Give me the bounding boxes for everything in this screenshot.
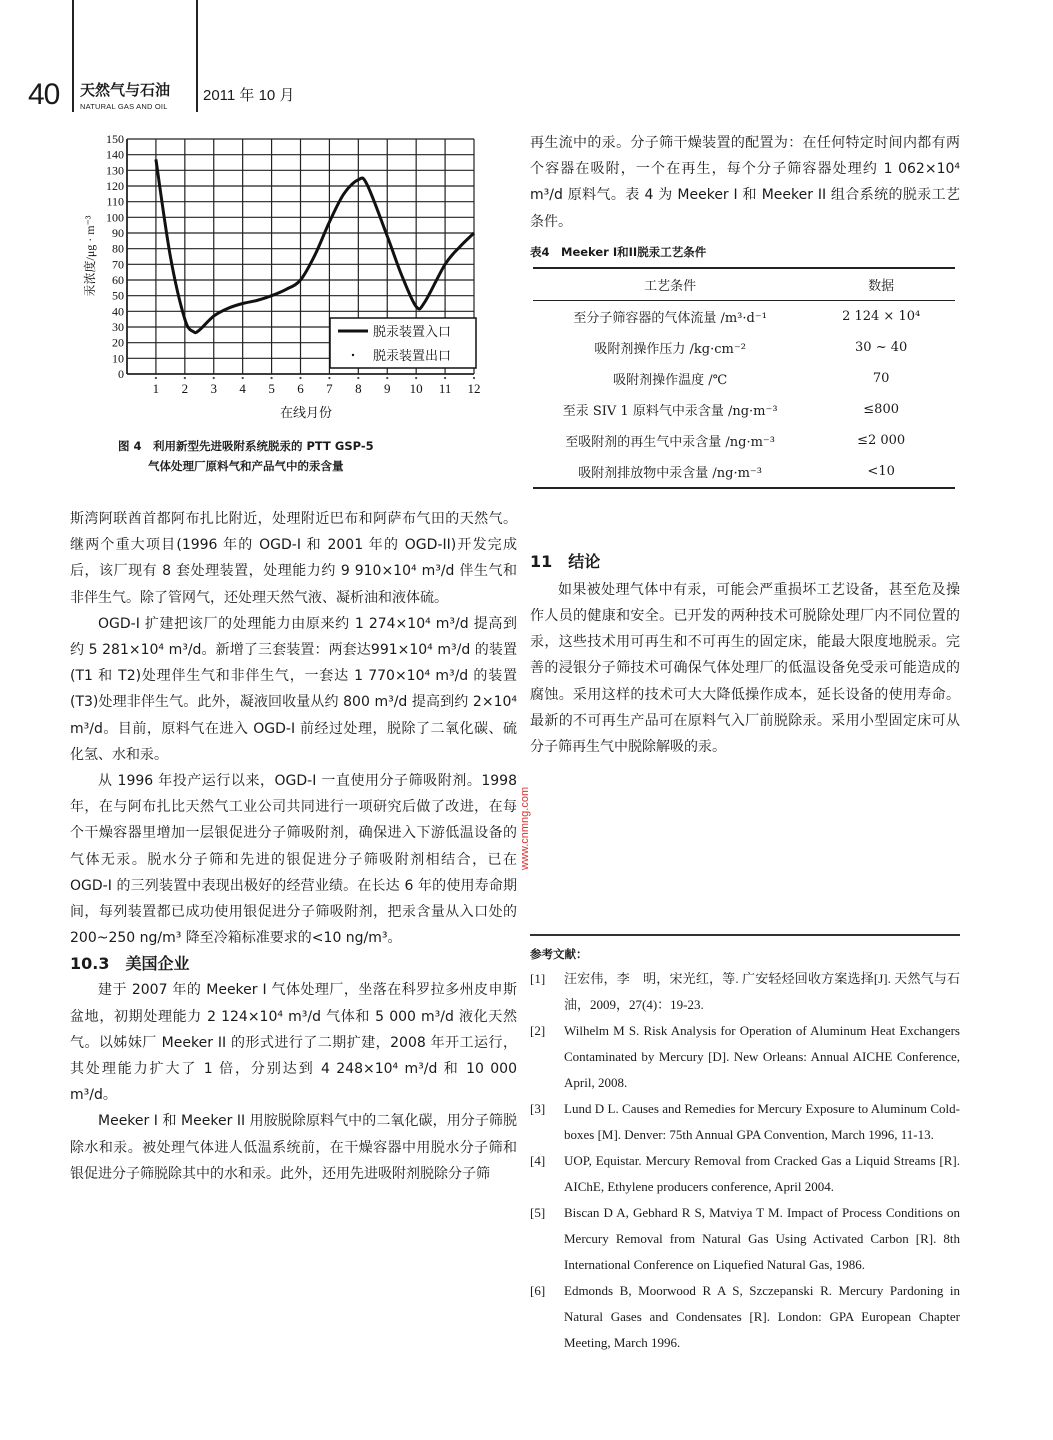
table-row xyxy=(533,394,955,425)
paragraph-conclusion: 如果被处理气体中有汞，可能会严重损坏工艺设备，甚至危及操作人员的健康和安全。已开发的两种技术可脱除处理厂内不同位置的汞，这些技术用可再生和不可再生的固定床，能最大限度地脱汞。完善的浸银分子筛技术可确保气体处理厂的低温设备免受汞可能造成的腐蚀。采用这样的技术可大大降低操作成本，延长设备的使用寿命。最新的不可再生产品可在原料气入厂前脱除汞。采用小型固定床可从分子筛再生气中脱除解吸的汞。 xyxy=(530,581,960,756)
x-tick-label: 1 xyxy=(152,381,160,396)
y-tick-label: 40 xyxy=(112,304,124,319)
table-cell-value: ≤800 xyxy=(863,401,899,417)
page-number: 40 xyxy=(28,78,60,111)
references-divider xyxy=(530,934,960,936)
x-tick-label: 9 xyxy=(384,381,391,396)
legend-label-inlet: 脱汞装置入口 xyxy=(373,324,452,339)
table-body xyxy=(533,300,955,488)
table-cell-condition: 至分子筛容器的气体流量 /m³·d⁻¹ xyxy=(573,310,767,326)
figure-caption-line2: 气体处理厂原料气和产品气中的汞含量 xyxy=(148,459,344,473)
table-cell-value: 30 ~ 40 xyxy=(855,339,908,355)
x-tick-label: 4 xyxy=(239,381,246,396)
reference-number: [3] xyxy=(530,1101,546,1116)
y-tick-labels xyxy=(106,132,124,381)
reference-text: Edmonds B, Moorwood R A S, Szczepanski R. Mercury Pardoning in Natural Gases and Condensates [R]. London: GPA European Chapter Meeting, March 1996. xyxy=(564,1283,960,1350)
reference-item xyxy=(530,1200,960,1278)
legend-swatch-outlet xyxy=(352,354,354,356)
series-points-outlet xyxy=(155,377,475,379)
y-tick-label: 0 xyxy=(118,367,124,381)
reference-number: [1] xyxy=(530,971,546,986)
table-row xyxy=(533,456,955,488)
x-tick-label: 5 xyxy=(268,381,275,396)
reference-number: [2] xyxy=(530,1023,546,1038)
references-section xyxy=(530,946,960,1356)
outlet-data-point xyxy=(444,377,446,379)
outlet-data-point xyxy=(213,377,215,379)
y-tick-label: 110 xyxy=(106,194,124,209)
reference-text: 汪宏伟，李 明，宋光红，等. 广安轻烃回收方案选择[J]. 天然气与石油，2009，27(4)：19-23. xyxy=(564,971,960,1012)
reference-item xyxy=(530,1278,960,1356)
y-tick-label: 130 xyxy=(106,163,124,178)
left-column xyxy=(70,506,517,1187)
outlet-data-point xyxy=(328,377,330,379)
y-tick-label: 150 xyxy=(106,132,124,146)
y-tick-label: 140 xyxy=(106,147,124,162)
table-header: 数据 xyxy=(868,278,895,294)
outlet-data-point xyxy=(357,377,359,379)
x-tick-label: 2 xyxy=(181,381,189,396)
paragraph: Meeker I 和 Meeker II 用胺脱除原料气中的二氧化碳，用分子筛脱除水和汞。被处理气体进人低温系统前，在干燥容器中用脱水分子筛和银促进分子筛脱除其中的水和汞。此外，还用先进吸附剂脱除分子筛 xyxy=(70,1113,517,1182)
outlet-data-point xyxy=(184,377,186,379)
y-axis-label: 汞浓度/μg · m⁻³ xyxy=(83,215,97,297)
x-tick-label: 8 xyxy=(355,381,362,396)
table-cell-value: 2 124 × 10⁴ xyxy=(842,308,921,324)
paragraph: 斯湾阿联酋首都阿布扎比附近，处理附近巴布和阿萨布气田的天然气。继两个重大项目(1996 年的 OGD-I 和 2001 年的 OGD-II)开发完成后，该厂现有 8 套处理装置，处理能力约 9 910×10⁴ m³/d 伴生气和非伴生气。除了管网气，还处理天然气液、凝析油和液体硫。 xyxy=(70,511,517,606)
y-tick-label: 80 xyxy=(112,241,124,256)
y-tick-label: 30 xyxy=(112,320,124,334)
x-tick-label: 7 xyxy=(326,381,333,396)
section-heading-10-3: 10.3 美国企业 xyxy=(70,954,190,974)
paragraph: 建于 2007 年的 Meeker I 气体处理厂，坐落在科罗拉多州皮申斯盆地，初期处理能力 2 124×10⁴ m³/d 气体和 5 000 m³/d 液化天然气。以姊妹厂 Meeker II 的形式进行了二期扩建，2008 年开工运行，其处理能力扩大了 1 倍，分别达到 4 248×10⁴ m³/d 和 10 000 m³/d。 xyxy=(70,982,517,1104)
x-axis-label: 在线月份 xyxy=(279,405,333,420)
table-header-row xyxy=(533,268,955,301)
table-cell-condition: 吸附剂排放物中汞含量 /ng·m⁻³ xyxy=(578,465,763,481)
references-list xyxy=(530,966,960,1356)
y-tick-label: 120 xyxy=(106,179,124,193)
table-cell-condition: 吸附剂操作温度 /℃ xyxy=(613,372,728,388)
reference-item xyxy=(530,1096,960,1148)
table-cell-value: <10 xyxy=(867,463,895,479)
outlet-data-point xyxy=(155,377,157,379)
section-heading-11: 11 结论 xyxy=(530,551,601,571)
reference-item xyxy=(530,1018,960,1096)
x-tick-label: 3 xyxy=(210,381,217,396)
table-row xyxy=(533,425,955,456)
table-cell-value: ≤2 000 xyxy=(857,432,906,448)
reference-number: [6] xyxy=(530,1283,546,1298)
table-row xyxy=(533,332,955,363)
reference-item xyxy=(530,1148,960,1200)
table-cell-condition: 至汞 SIV 1 原料气中汞含量 /ng·m⁻³ xyxy=(562,403,778,419)
series-line-inlet xyxy=(156,159,474,332)
watermark: www.cnmng.com xyxy=(519,786,531,870)
outlet-data-point xyxy=(242,377,244,379)
paragraph: 再生流中的汞。分子筛干燥装置的配置为：在任何特定时间内都有两个容器在吸附，一个在再生，每个分子筛容器处理约 1 062×10⁴ m³/d 原料气。表 4 为 Meeker I 和 Meeker II 组合系统的脱汞工艺条件。 xyxy=(530,135,960,230)
y-tick-label: 70 xyxy=(112,257,124,272)
y-tick-label: 50 xyxy=(112,288,124,303)
right-column xyxy=(530,130,960,760)
process-conditions-table xyxy=(533,267,955,489)
table-row xyxy=(533,363,955,394)
reference-number: [5] xyxy=(530,1205,546,1220)
x-tick-labels xyxy=(153,381,481,396)
table-header: 工艺条件 xyxy=(644,278,697,294)
y-tick-label: 100 xyxy=(106,210,124,225)
table-title: 表4 Meeker I和II脱汞工艺条件 xyxy=(530,244,707,259)
paragraph: OGD-I 扩建把该厂的处理能力由原来约 1 274×10⁴ m³/d 提高到约 5 281×10⁴ m³/d。新增了三套装置：两套达991×10⁴ m³/d 的装置(T1 和 T2)处理伴生气和非伴生气，一套达 1 770×10⁴ m³/d 的装置(T3)处理非伴生气。此外，凝液回收量从约 800 m³/d 提高到约 2×10⁴ m³/d。目前，原料气在进入 OGD-I 前经过处理，脱除了二氧化碳、硫化氢、水和汞。 xyxy=(70,615,517,763)
outlet-data-point xyxy=(386,377,388,379)
figure-caption-line1: 图 4 利用新型先进吸附系统脱汞的 PTT GSP-5 xyxy=(118,439,374,453)
x-tick-label: 6 xyxy=(297,381,304,396)
reference-text: Lund D L. Causes and Remedies for Mercury Exposure to Aluminum Cold-boxes [M]. Denver: 75th Annual GPA Convention, March 1996, 11-13. xyxy=(564,1101,960,1142)
table-cell-condition: 至吸附剂的再生气中汞含量 /ng·m⁻³ xyxy=(565,434,776,450)
y-tick-label: 10 xyxy=(112,351,124,366)
reference-item xyxy=(530,966,960,1018)
outlet-data-point xyxy=(270,377,272,379)
y-tick-label: 60 xyxy=(112,273,124,287)
header-rule-left xyxy=(72,0,74,112)
reference-number: [4] xyxy=(530,1153,546,1168)
figure-caption xyxy=(118,436,518,476)
journal-title-cn: 天然气与石油 xyxy=(80,81,171,99)
reference-text: Wilhelm M S. Risk Analysis for Operation of Aluminum Heat Exchangers Contaminated by Mercury [D]. New Orleans: Annual AICHE Conference, April, 2008. xyxy=(564,1023,960,1090)
header-rule-right xyxy=(196,0,198,112)
outlet-data-point xyxy=(473,377,475,379)
issue-date: 2011 年 10 月 xyxy=(203,87,295,104)
chart-legend xyxy=(330,318,476,368)
outlet-data-point xyxy=(415,377,417,379)
x-tick-label: 10 xyxy=(409,381,423,396)
x-tick-label: 11 xyxy=(438,381,452,396)
table-cell-value: 70 xyxy=(872,370,890,386)
paragraph: 从 1996 年投产运行以来，OGD-I 一直使用分子筛吸附剂。1998 年，在与阿布扎比天然气工业公司共同进行一项研究后做了改进，在每个干燥容器里增加一层银促进分子筛吸附剂，确保进入下游低温设备的气体无汞。脱水分子筛和先进的银促进分子筛吸附剂相结合，已在 OGD-I 的三列装置中表现出极好的经营业绩。在长达 6 年的使用寿命期间，每列装置都已成功使用银促进分子筛吸附剂，把汞含量从入口处的 200~250 ng/m³ 降至冷箱标准要求的<10 ng/m³。 xyxy=(70,773,517,947)
y-tick-label: 90 xyxy=(112,226,124,240)
table-row xyxy=(533,300,955,332)
y-tick-label: 20 xyxy=(112,335,124,350)
mercury-concentration-chart xyxy=(80,128,500,423)
journal-title-en: NATURAL GAS AND OIL xyxy=(80,102,168,111)
reference-text: Biscan D A, Gebhard R S, Matviya T M. Impact of Process Conditions on Mercury Removal from Natural Gas Using Activated Carbon [R]. 8th International Conference on Liquefied Natural Gas, 1986. xyxy=(564,1205,960,1272)
legend-label-outlet: 脱汞装置出口 xyxy=(373,348,452,363)
outlet-data-point xyxy=(299,377,301,379)
x-tick-label: 12 xyxy=(467,381,481,396)
references-title: 参考文献： xyxy=(530,947,588,961)
reference-text: UOP, Equistar. Mercury Removal from Cracked Gas a Liquid Streams [R]. AIChE, Ethylene producers conference, April 2004. xyxy=(564,1153,960,1194)
table-cell-condition: 吸附剂操作压力 /kg·cm⁻² xyxy=(594,341,746,357)
